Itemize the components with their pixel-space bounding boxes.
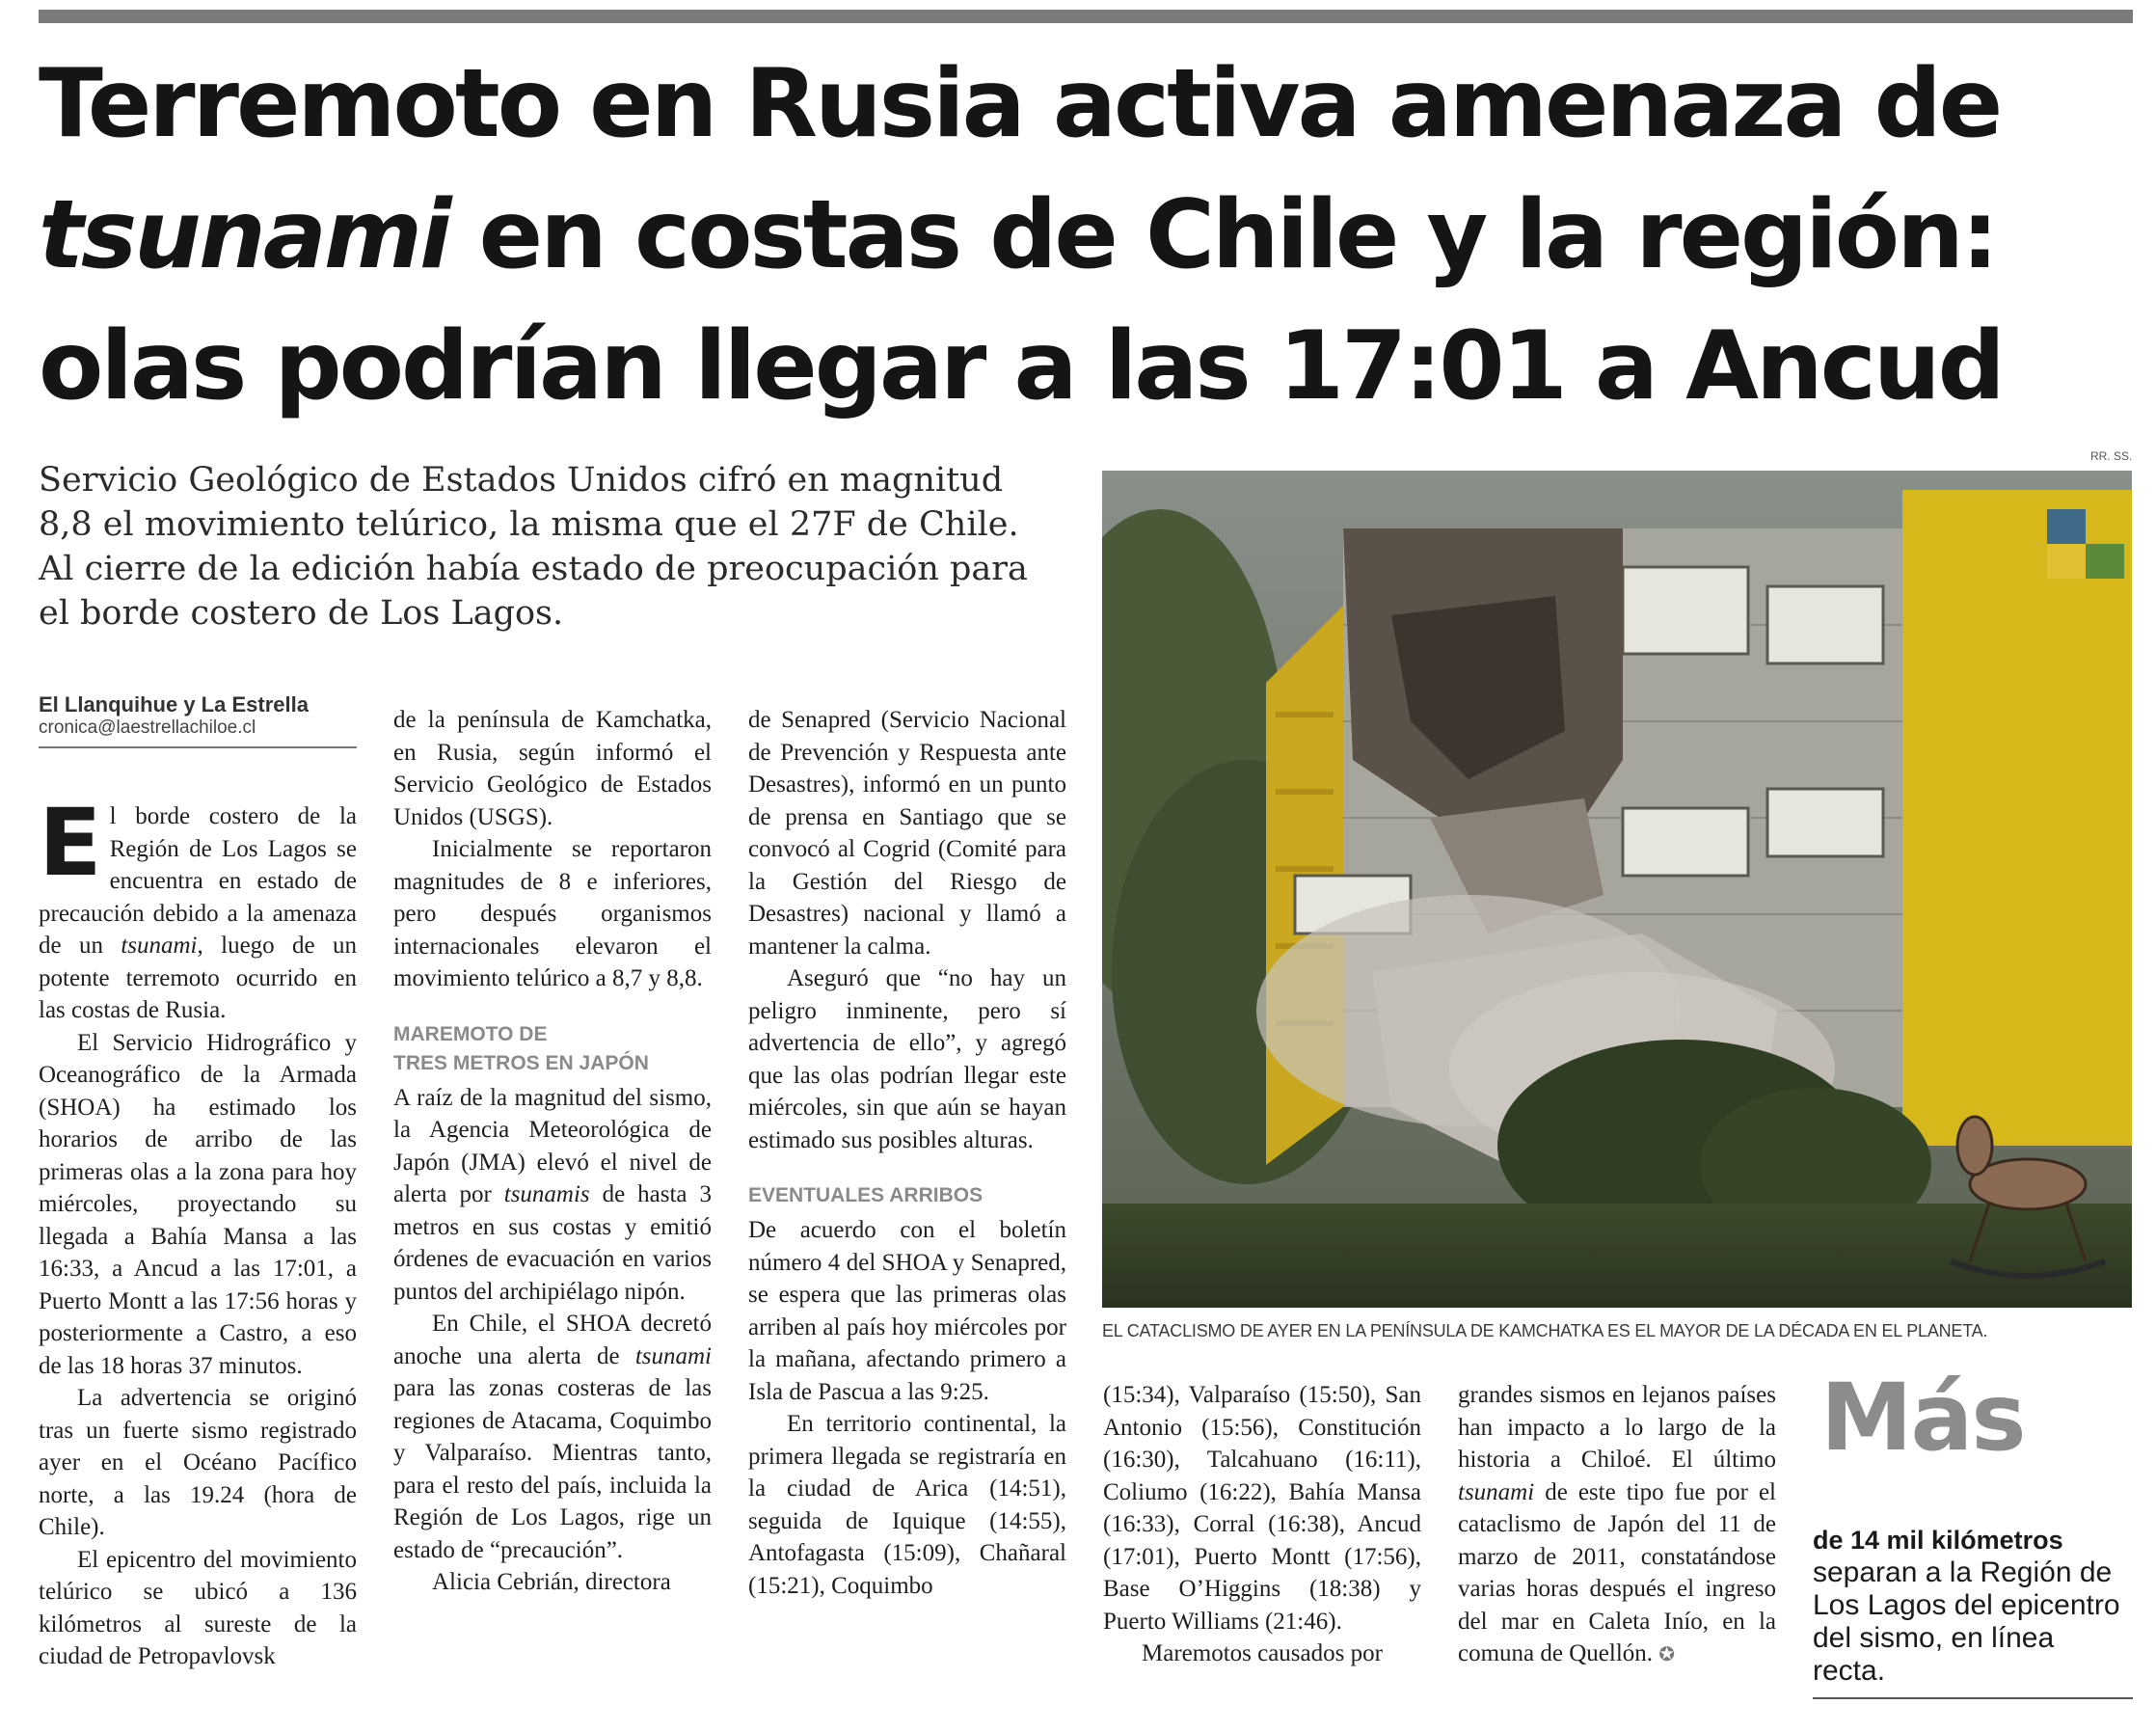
byline-organization: El Llanquihue y La Estrella — [39, 692, 309, 717]
subheading-maremoto: MAREMOTO DE TRES METROS EN JAPÓN — [393, 1022, 649, 1074]
headline-line-2 — [39, 170, 2141, 301]
article-paragraph-12: Maremotos causados por — [1142, 1640, 1383, 1666]
lead-paragraph — [39, 458, 1061, 636]
sidebar-fact-box — [1813, 1364, 2133, 1699]
drop-cap: E — [39, 789, 102, 897]
article-paragraph-1: El borde costero de la Región de Los Lagos se encuentra en estado de precaución debido a la amenaza de un tsunami, luego de un potente terremoto ocurrido en las costas de Rusia. — [39, 789, 357, 1023]
headline-line-1: Terremoto en Rusia activa amenaza de — [39, 49, 2001, 159]
article-column-5 — [1458, 1379, 1776, 1672]
article-paragraph-4-continued: de la península de Kamchatka, en Rusia, según informó el Servicio Geológico de Estados Unidos (USGS). — [393, 707, 712, 830]
subheading-arribos: EVENTUALES ARRIBOS — [748, 1184, 984, 1206]
byline-email[interactable]: cronica@laestrellachiloe.cl — [39, 717, 256, 738]
byline — [39, 692, 357, 748]
article-paragraph-5: Inicialmente se reportaron magnitudes de 8 e inferiores, pero después organismos internacionales elevaron el movimiento telúrico a 8,7 y 8,8. — [393, 836, 712, 991]
lead-line-4: el borde costero de Los Lagos. — [39, 594, 564, 633]
article-paragraph-2: El Servicio Hidrográfico y Oceanográfico de la Armada (SHOA) ha estimado los horarios de arribo de las primeras olas a la zona para hoy miércoles, proyectando su llegada a Bahía Mansa a las 16:33, a Ancud a las 17:01, a Puerto Montt a las 17:56 horas y posteriormente a Castro, a eso de las 18 horas 37 minutos. — [39, 1029, 357, 1379]
photo-credit: RR. SS. — [2090, 449, 2133, 463]
top-rule — [39, 10, 2133, 23]
headline-italic-word: tsunami — [39, 180, 449, 290]
headline — [39, 39, 2141, 432]
article-paragraph-11-continued: (15:34), Valparaíso (15:50), San Antonio (15:56), Constitución (16:30), Talcahuano (16:11), Coliumo (16:22), Bahía Mansa (16:33), Corral (16:38), Ancud (17:01), Puerto Montt (17:56), Base O’Higgins (18:38) y Puerto Williams (21:46). — [1103, 1382, 1421, 1635]
headline-line-2-rest: en costas de Chile y la región: — [448, 180, 1997, 290]
article-paragraph-9: Aseguró que “no hay un peligro inminente, pero sí advertencia de ello”, y agregó que las olas podrían llegar este miércoles, sin que aún se hayan estimado sus posibles alturas. — [748, 965, 1066, 1153]
article-paragraph-3: La advertencia se originó tras un fuerte sismo registrado ayer en el Océano Pacífico norte, a las 19.24 (hora de Chile). — [39, 1385, 357, 1540]
lead-line-3: Al cierre de la edición había estado de preocupación para — [39, 550, 1028, 588]
collapsed-building-illustration — [1102, 471, 2132, 1308]
article-column-3 — [748, 704, 1066, 1602]
article-paragraph-12-continued: grandes sismos en lejanos países han impacto a lo largo de la historia a Chiloé. El último tsunami de este tipo fue por el cataclismo de Japón del 11 de marzo de 2011, constatándose varias horas después el ingreso del mar en Caleta Inío, en la comuna de Quellón. ✪ — [1458, 1382, 1776, 1666]
article-paragraph-4: El epicentro del movimiento telúrico se ubicó a 136 kilómetros al sureste de la ciudad de Petropavlovsk — [39, 1546, 357, 1669]
article-paragraph-6: A raíz de la magnitud del sismo, la Agencia Meteorológica de Japón (JMA) elevó el nivel de alerta por tsunamis de hasta 3 metros en sus costas y emitió órdenes de evacuación en varios puntos del archipiélago nipón. — [393, 1084, 712, 1305]
article-column-4 — [1103, 1379, 1421, 1670]
headline-line-3: olas podrían llegar a las 17:01 a Ancud — [39, 311, 2003, 421]
lead-line-2: 8,8 el movimiento telúrico, la misma que el 27F de Chile. — [39, 505, 1019, 544]
article-column-1 — [39, 789, 357, 1673]
article-paragraph-7: En Chile, el SHOA decretó anoche una alerta de tsunami para las zonas costeras de las regiones de Atacama, Coquimbo y Valparaíso. Mientras tanto, para el resto del país, incluida la Región de Los Lagos, rige un estado de “precaución”. — [393, 1311, 712, 1563]
photo-caption: EL CATACLISMO DE AYER EN LA PENÍNSULA DE KAMCHATKA ES EL MAYOR DE LA DÉCADA EN EL PLANETA. — [1102, 1321, 1988, 1340]
sidebar-rule — [1813, 1697, 2133, 1699]
news-photo — [1102, 471, 2132, 1308]
lead-line-1: Servicio Geológico de Estados Unidos cifró en magnitud — [39, 461, 1004, 500]
end-mark-icon: ✪ — [1658, 1644, 1676, 1665]
article-paragraph-11: En territorio continental, la primera llegada se registraría en la ciudad de Arica (14:51), seguida de Iquique (14:55), Antofagasta (15:09), Chañaral (15:21), Coquimbo — [748, 1411, 1066, 1599]
article-paragraph-8-continued: de Senapred (Servicio Nacional de Prevención y Respuesta ante Desastres), informó en un punto de prensa en Santiago que se convocó al Cogrid (Comité para la Gestión del Riesgo de Desastres) nacional y llamó a mantener la calma. — [748, 707, 1066, 960]
article-paragraph-8: Alicia Cebrián, directora — [432, 1569, 671, 1595]
article-column-2 — [393, 704, 712, 1599]
article-paragraph-10: De acuerdo con el boletín número 4 del SHOA y Senapred, se espera que las primeras olas arriben al país hoy miércoles por la mañana, afectando primero a Isla de Pascua a las 9:25. — [748, 1217, 1066, 1405]
sidebar-title: Más — [1820, 1364, 2025, 1472]
sidebar-stat: de 14 mil kilómetros — [1813, 1526, 2063, 1555]
sidebar-description: separan a la Región de Los Lagos del epicentro del sismo, en línea recta. — [1813, 1556, 2120, 1687]
